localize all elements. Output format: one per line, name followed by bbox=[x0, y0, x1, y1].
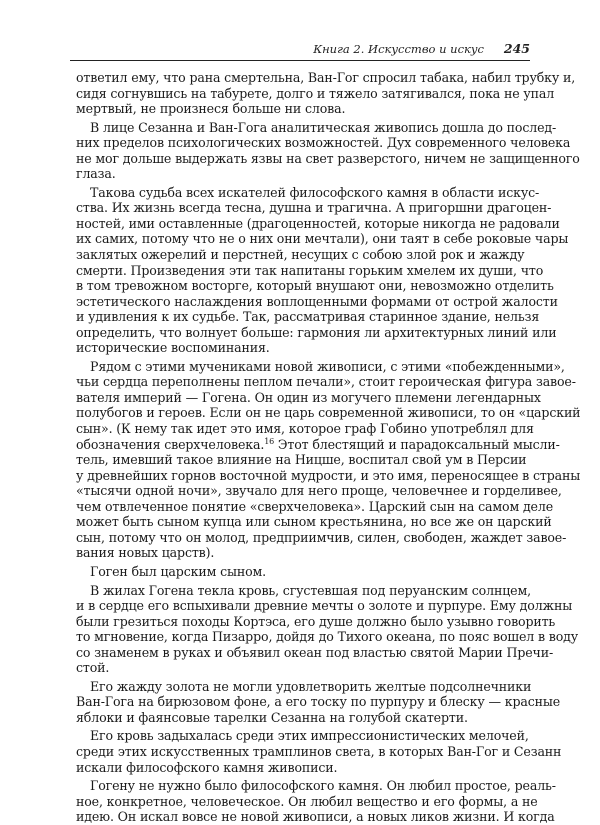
line-text: полубогов и героев. Если он не царь современной живописи, то он «царский bbox=[76, 405, 581, 421]
text-line bbox=[76, 374, 576, 390]
text-line bbox=[76, 85, 555, 102]
line-text: сын». (К нему так идет это имя, которое граф Гобино употреблял для bbox=[76, 421, 534, 437]
line-text: и в сердце его вспыхивали древние мечты о золоте и пурпуре. Ему должны bbox=[76, 598, 573, 614]
text-line bbox=[76, 514, 552, 530]
text-line bbox=[76, 778, 556, 794]
paragraph bbox=[76, 778, 556, 825]
paragraph bbox=[76, 564, 524, 580]
running-header-title: Книга 2. Искусство и искус bbox=[313, 42, 484, 56]
text-line bbox=[76, 135, 571, 151]
text-line bbox=[76, 278, 554, 294]
text-line bbox=[76, 150, 580, 167]
line-text: исторические воспоминания. bbox=[76, 340, 270, 356]
line-text: эстетического наслаждения воплощенными формами от острой жалости bbox=[76, 293, 558, 309]
text-line bbox=[76, 389, 541, 406]
running-header bbox=[70, 40, 530, 61]
text-line bbox=[76, 483, 562, 499]
text-line bbox=[76, 743, 562, 760]
text-line bbox=[76, 629, 579, 645]
text-line bbox=[76, 119, 557, 136]
line-text: тель, имевший такое влияние на Ницше, воспитал свой ум в Персии bbox=[76, 452, 527, 468]
paragraph bbox=[76, 184, 569, 356]
line-text: вания новых царств). bbox=[76, 545, 215, 561]
text-line bbox=[76, 436, 560, 453]
text-line bbox=[76, 613, 556, 630]
line-text: яблоки и фаянсовые тарелки Сезанна на голубой скатерти. bbox=[76, 709, 468, 725]
text-line bbox=[76, 70, 576, 86]
line-text: заклятых ожерелий и перстней, несущих с собою злой рок и жажду bbox=[76, 247, 525, 263]
text-line bbox=[76, 215, 560, 232]
text-line bbox=[76, 101, 524, 117]
text-line bbox=[76, 405, 581, 421]
line-text: то мгновение, когда Пизарро, дойдя до Тихого океана, по пояс вошел в воду bbox=[76, 629, 579, 645]
line-text: Такова судьба всех искателей философского камня в области искус- bbox=[90, 184, 540, 200]
text-line bbox=[76, 358, 565, 375]
line-text: их самих, потому что не о них они мечтали), они таят в себе роковые чары bbox=[76, 231, 569, 247]
paragraph bbox=[76, 119, 580, 182]
text-line bbox=[76, 262, 544, 279]
text-line bbox=[76, 809, 555, 825]
line-text: определить, что волнует больше: гармония ли архитектурных линий или bbox=[76, 324, 557, 340]
line-text: Ван-Гога на бирюзовом фоне, а его тоску по пурпуру и блеску — красные bbox=[76, 694, 561, 710]
line-text: Гогену не нужно было философского камня. Он любил простое, реаль- bbox=[90, 778, 556, 794]
paragraph bbox=[76, 358, 581, 561]
line-text: не мог дольше выдержать язвы на свет разверстого, ничем не защищенного bbox=[76, 150, 580, 166]
line-text: ностей, ими оставленные (драгоценностей, которые никогда не радовали bbox=[76, 215, 560, 231]
line-text: обозначения сверхчеловека. bbox=[76, 436, 265, 452]
line-text: может быть сыном купца или сыном крестьянина, но все же он царский bbox=[76, 514, 552, 530]
line-text: искали философского камня живописи. bbox=[76, 759, 338, 775]
text-line bbox=[76, 598, 573, 614]
line-text: Рядом с этими мучениками новой живописи, с этими «побежденными», bbox=[90, 358, 565, 374]
line-text: идею. Он искал вовсе не новой живописи, а новых ликов жизни. И когда bbox=[76, 809, 555, 825]
line-text: ства. Их жизнь всегда тесна, душна и трагична. А пригоршни драгоцен- bbox=[76, 200, 552, 216]
paragraph bbox=[76, 678, 561, 726]
line-text: «тысячи одной ночи», звучало для него проще, человечнее и горделивее, bbox=[76, 483, 562, 499]
line-text: чем отвлеченное понятие «сверхчеловека». Царский сын на самом деле bbox=[76, 498, 554, 514]
line-text: Его кровь задыхалась среди этих импрессионистических мелочей, bbox=[90, 728, 529, 744]
text-line bbox=[76, 694, 561, 710]
paragraph bbox=[76, 728, 562, 775]
line-text: и удивления к их судьбе. Так, рассматривая старинное здание, нельзя bbox=[76, 309, 540, 325]
text-line bbox=[76, 678, 532, 695]
line-text: В лице Сезанна и Ван-Гога аналитическая живопись дошла до послед- bbox=[90, 119, 557, 135]
text-line bbox=[76, 467, 581, 484]
text-line bbox=[76, 247, 524, 263]
line-text: со знаменем в руках и объявил океан под властью святой Марии Пречи- bbox=[76, 644, 554, 660]
paragraph bbox=[76, 582, 579, 676]
text-line bbox=[76, 231, 569, 247]
line-text: ответил ему, что рана смертельна, Ван-Гог спросил табака, набил трубку и, bbox=[76, 70, 576, 85]
text-line bbox=[76, 421, 534, 437]
text-line bbox=[76, 200, 552, 216]
text-line bbox=[76, 582, 531, 599]
line-text: ное, конкретное, человеческое. Он любил вещество и его формы, а не bbox=[76, 793, 538, 809]
line-text: в том тревожном восторге, который внушают они, невозможно отделить bbox=[76, 278, 554, 294]
line-text: них пределов психологических возможностей. Дух современного человека bbox=[76, 135, 571, 151]
text-line bbox=[76, 498, 554, 515]
text-line bbox=[76, 293, 558, 310]
text-line bbox=[76, 644, 554, 661]
line-text: вателя империй — Гогена. Он один из могучего племени легендарных bbox=[76, 389, 541, 405]
line-text: среди этих искусственных трамплинов света, в которых Ван-Гог и Сезанн bbox=[76, 743, 562, 759]
text-line bbox=[76, 529, 567, 546]
line-text: глаза. bbox=[76, 166, 116, 182]
line-text: чьи сердца переполнены пеплом печали», стоит героическая фигура завое- bbox=[76, 374, 576, 390]
text-line bbox=[76, 166, 524, 182]
line-text: стой. bbox=[76, 660, 110, 676]
line-text: Его жажду золота не могли удовлетворить желтые подсолнечники bbox=[90, 678, 532, 694]
text-line bbox=[76, 184, 540, 201]
footnote-ref[interactable]: 16 bbox=[264, 436, 275, 446]
text-line bbox=[76, 793, 538, 810]
text-line bbox=[76, 324, 557, 341]
text-line bbox=[76, 452, 527, 468]
text-line bbox=[76, 340, 524, 356]
page-number: 245 bbox=[503, 41, 530, 56]
line-text: мертвый, не произнеся больше ни слова. bbox=[76, 101, 346, 117]
line-text: у древнейших горнов восточной мудрости, и это имя, переносящее в страны bbox=[76, 467, 581, 483]
line-text: Гоген был царским сыном. bbox=[90, 563, 267, 579]
line-text: сын, потому что он молод, предприимчив, силен, свободен, жаждет завое- bbox=[76, 529, 567, 545]
line-text: были грезиться походы Кортэса, его душе должно было узывно говорить bbox=[76, 613, 556, 629]
paragraph bbox=[76, 70, 576, 117]
text-line bbox=[76, 309, 540, 325]
line-text: В жилах Гогена текла кровь, сгустевшая под перуанским солнцем, bbox=[90, 582, 531, 598]
line-text: смерти. Произведения эти так напитаны горьким хмелем их души, что bbox=[76, 262, 544, 278]
body-text bbox=[76, 70, 581, 825]
text-line bbox=[76, 760, 524, 776]
text-line bbox=[76, 545, 524, 561]
line-text-tail: Этот блестящий и парадоксальный мысли- bbox=[274, 436, 560, 452]
text-line bbox=[76, 710, 524, 726]
text-line bbox=[76, 564, 524, 580]
text-line bbox=[76, 728, 529, 744]
text-line bbox=[76, 660, 524, 676]
line-text: сидя согнувшись на табурете, долго и тяжело затягивался, пока не упал bbox=[76, 85, 555, 101]
